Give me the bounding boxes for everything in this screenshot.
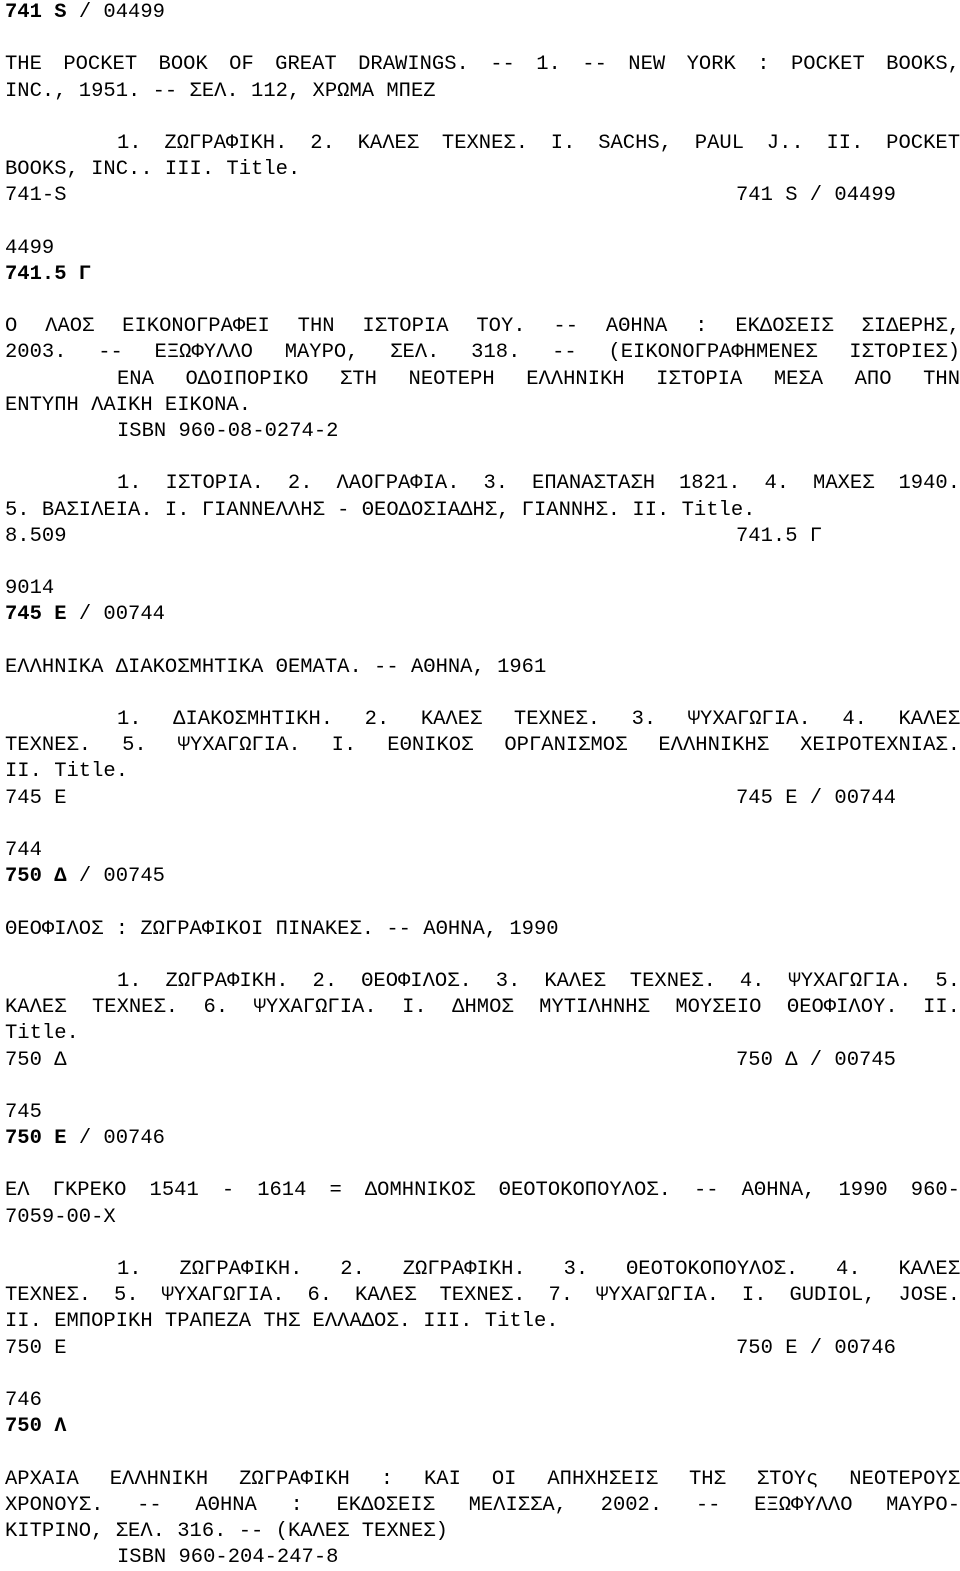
record-call-code: 750 Δ <box>5 865 67 889</box>
record-title-line: ΧΡΟΝΟΥΣ. -- ΑΘΗΝΑ : ΕΚΔΟΣΕΙΣ ΜΕΛΙΣΣΑ, 2002. -- ΕΞΩΦΥΛΛΟ ΜΑΥΡΟ- <box>5 1493 960 1517</box>
record-subjects-line: Title. <box>5 1022 79 1046</box>
record-shelf-mark: 750 Ε <box>5 1336 67 1360</box>
record-call-ref: 741.5 Γ <box>736 524 823 548</box>
record-call-ref: 750 Δ / 00745 <box>736 1048 896 1072</box>
record-call-code: 745 Ε <box>5 603 67 627</box>
record-call-number: / 00744 <box>66 603 165 627</box>
record-title-line: ΕΛΛΗΝΙΚΑ ΔΙΑΚΟΣΜΗΤΙΚΑ ΘΕΜΑΤΑ. -- ΑΘΗΝΑ, 1961 <box>5 655 547 679</box>
record-call-ref: 745 Ε / 00744 <box>736 786 896 810</box>
record-accession: 9014 <box>5 577 55 601</box>
record-title-line: ΑΡΧΑΙΑ ΕΛΛΗΝΙΚΗ ΖΩΓΡΑΦΙΚΗ : ΚΑΙ ΟΙ ΑΠΗΧΗΣΕΙΣ ΤΗΣ ΣΤΟΥς ΝΕΟΤΕΡΟΥΣ <box>5 1467 960 1491</box>
record-title-line: THE POCKET BOOK OF GREAT DRAWINGS. -- 1. -- NEW YORK : POCKET BOOKS, <box>5 53 960 77</box>
record-title-line: 2003. -- ΕΞΩΦΥΛΛΟ ΜΑΥΡΟ, ΣΕΛ. 318. -- (ΕΙΚΟΝΟΓΡΑΦΗΜΕΝΕΣ ΙΣΤΟΡΙΕΣ) <box>5 341 960 365</box>
record-accession: 744 <box>5 839 42 862</box>
record-call-number: / 00746 <box>66 1127 165 1151</box>
record-subjects-line: II. ΕΜΠΟΡΙΚΗ ΤΡΑΠΕΖΑ ΤΗΣ ΕΛΛΑΔΟΣ. III. Title. <box>5 1310 559 1334</box>
record-call-line <box>5 524 960 550</box>
record-heading <box>5 864 960 890</box>
record-accession: 4499 <box>5 236 55 260</box>
record-shelf-mark: 8.509 <box>5 524 67 548</box>
record-heading <box>5 0 960 26</box>
record-call-line <box>5 183 960 209</box>
record-title-line: ΘΕΟΦΙΛΟΣ : ΖΩΓΡΑΦΙΚΟΙ ΠΙΝΑΚΕΣ. -- ΑΘΗΝΑ, 1990 <box>5 917 559 941</box>
record-subjects-line: 1. ΔΙΑΚΟΣΜΗΤΙΚΗ. 2. ΚΑΛΕΣ ΤΕΧΝΕΣ. 3. ΨΥΧΑΓΩΓΙΑ. 4. ΚΑΛΕΣ <box>117 708 960 732</box>
record-call-ref: 750 Ε / 00746 <box>736 1336 896 1360</box>
record-accession: 745 <box>5 1100 42 1124</box>
record-title-line: ΚΙΤΡΙΝΟ, ΣΕΛ. 316. -- (ΚΑΛΕΣ ΤΕΧΝΕΣ) <box>5 1519 448 1543</box>
record-heading <box>5 262 960 288</box>
record-note-line: ΕΝΤΥΠΗ ΛΑΙΚΗ ΕΙΚΟΝΑ. <box>5 393 252 417</box>
record-call-ref: 741 S / 04499 <box>736 184 896 208</box>
record-call-line <box>5 1048 960 1074</box>
record-heading <box>5 602 960 628</box>
record-note-line: ΕΝΑ ΟΔΟΙΠΟΡΙΚΟ ΣΤΗ ΝΕΟΤΕΡΗ ΕΛΛΗΝΙΚΗ ΙΣΤΟΡΙΑ ΜΕΣΑ ΑΠΟ ΤΗΝ <box>117 367 960 391</box>
record-accession: 746 <box>5 1388 42 1412</box>
record-call-line <box>5 786 960 812</box>
record-isbn: ISBN 960-204-247-8 <box>117 1546 339 1570</box>
record-title-line: ΕΛ ΓΚΡΕΚΟ 1541 - 1614 = ΔΟΜΗΝΙΚΟΣ ΘΕΟΤΟΚΟΠΟΥΛΟΣ. -- ΑΘΗΝΑ, 1990 960- <box>5 1179 960 1203</box>
record-shelf-mark: 745 Ε <box>5 786 67 810</box>
record-subjects-line: BOOKS, INC.. III. Title. <box>5 158 301 182</box>
record-title-line: 7059-00-X <box>5 1205 116 1229</box>
record-heading <box>5 1414 960 1440</box>
record-call-code: 741 S <box>5 1 67 24</box>
record-subjects-line: 1. ΖΩΓΡΑΦΙΚΗ. 2. ΘΕΟΦΙΛΟΣ. 3. ΚΑΛΕΣ ΤΕΧΝΕΣ. 4. ΨΥΧΑΓΩΓΙΑ. 5. <box>117 969 960 993</box>
record-subjects-line: II. Title. <box>5 760 129 784</box>
record-subjects-line: 1. ΖΩΓΡΑΦΙΚΗ. 2. ΚΑΛΕΣ ΤΕΧΝΕΣ. I. SACHS, PAUL J.. II. POCKET <box>117 131 960 155</box>
record-call-code: 741.5 Γ <box>5 262 92 286</box>
record-subjects-line: ΚΑΛΕΣ ΤΕΧΝΕΣ. 6. ΨΥΧΑΓΩΓΙΑ. I. ΔΗΜΟΣ ΜΥΤΙΛΗΝΗΣ ΜΟΥΣΕΙΟ ΘΕΟΦΙΛΟΥ. II. <box>5 996 960 1020</box>
record-call-code: 750 Ε <box>5 1127 67 1151</box>
record-shelf-mark: 741-S <box>5 184 67 208</box>
record-subjects-line: ΤΕΧΝΕΣ. 5. ΨΥΧΑΓΩΓΙΑ. I. ΕΘΝΙΚΟΣ ΟΡΓΑΝΙΣΜΟΣ ΕΛΛΗΝΙΚΗΣ ΧΕΙΡΟΤΕΧΝΙΑΣ. <box>5 734 960 758</box>
record-subjects-line: ΤΕΧΝΕΣ. 5. ΨΥΧΑΓΩΓΙΑ. 6. ΚΑΛΕΣ ΤΕΧΝΕΣ. 7. ΨΥΧΑΓΩΓΙΑ. I. GUDIOL, JOSE. <box>5 1284 960 1308</box>
record-call-line <box>5 1336 960 1362</box>
catalog-page <box>5 0 960 1571</box>
record-isbn: ISBN 960-08-0274-2 <box>117 420 339 443</box>
record-call-number: / 04499 <box>66 1 165 24</box>
record-title-line: Ο ΛΑΟΣ ΕΙΚΟΝΟΓΡΑΦΕΙ ΤΗΝ ΙΣΤΟΡΙΑ ΤΟΥ. -- ΑΘΗΝΑ : ΕΚΔΟΣΕΙΣ ΣΙΔΕΡΗΣ, <box>5 315 960 339</box>
record-heading <box>5 1126 960 1152</box>
record-title-line: INC., 1951. -- ΣΕΛ. 112, ΧΡΩΜΑ ΜΠΕΖ <box>5 79 436 103</box>
record-call-number: / 00745 <box>66 865 165 889</box>
record-subjects-line: 1. ΙΣΤΟΡΙΑ. 2. ΛΑΟΓΡΑΦΙΑ. 3. ΕΠΑΝΑΣΤΑΣΗ 1821. 4. ΜΑΧΕΣ 1940. <box>117 472 960 496</box>
record-call-code: 750 Λ <box>5 1415 67 1439</box>
record-subjects-line: 5. ΒΑΣΙΛΕΙΑ. I. ΓΙΑΝΝΕΛΛΗΣ - ΘΕΟΔΟΣΙΑΔΗΣ, ΓΙΑΝΝΗΣ. II. Title. <box>5 498 756 522</box>
record-subjects-line: 1. ΖΩΓΡΑΦΙΚΗ. 2. ΖΩΓΡΑΦΙΚΗ. 3. ΘΕΟΤΟΚΟΠΟΥΛΟΣ. 4. ΚΑΛΕΣ <box>117 1258 960 1281</box>
record-shelf-mark: 750 Δ <box>5 1048 67 1072</box>
